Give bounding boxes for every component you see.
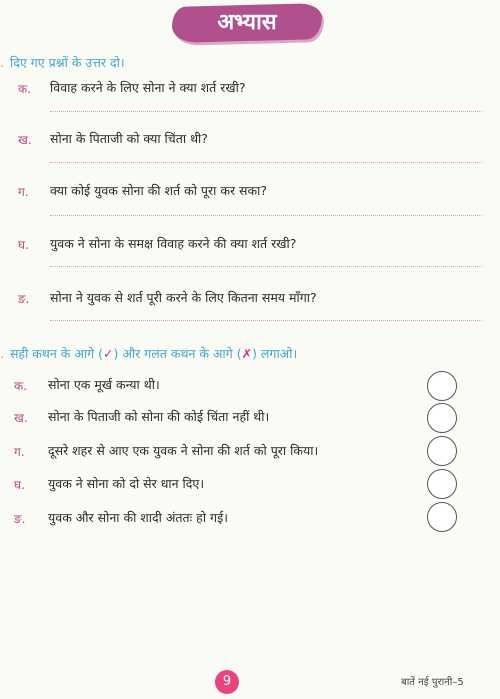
statement-text: सोना एक मूर्ख कन्या थी। bbox=[48, 377, 160, 392]
section2-instruction-mid: ) और गलत कथन के आगे ( bbox=[113, 346, 242, 361]
question-text: सोना के पिताजी को क्या चिंता थी? bbox=[50, 131, 208, 146]
answer-line[interactable] bbox=[50, 266, 482, 267]
statement-letter: क. bbox=[14, 379, 28, 393]
question-text: विवाह करने के लिए सोना ने क्या शर्त रखी? bbox=[50, 80, 246, 95]
tick-icon: ✓ bbox=[103, 346, 114, 361]
page-title: अभ्यास bbox=[217, 10, 277, 35]
section2-heading bbox=[0, 345, 297, 362]
cross-icon: ✗ bbox=[241, 346, 253, 361]
answer-circle[interactable] bbox=[427, 436, 457, 466]
book-title: बातें नई पुरानी–5 bbox=[401, 677, 464, 688]
answer-line[interactable] bbox=[50, 320, 482, 321]
question-letter: ग. bbox=[18, 185, 29, 199]
question-letter: ङ. bbox=[18, 292, 30, 306]
answer-circle[interactable] bbox=[427, 502, 457, 532]
question-letter: ख. bbox=[18, 133, 32, 147]
answer-circle[interactable] bbox=[427, 371, 457, 401]
section1-instruction: दिए गए प्रश्नों के उत्तर दो। bbox=[9, 55, 125, 70]
answer-circle[interactable] bbox=[427, 403, 457, 433]
statement-text: युवक ने सोना को दो सेर धान दिए। bbox=[48, 476, 205, 491]
answer-circle[interactable] bbox=[427, 469, 457, 499]
question-text: युवक ने सोना के समक्ष विवाह करने की क्या शर्त रखी? bbox=[50, 236, 297, 251]
statement-text: सोना के पिताजी को सोना की कोई चिंता नहीं थी। bbox=[48, 409, 270, 424]
question-text: सोना ने युवक से शर्त पूरी करने के लिए कितना समय माँगा? bbox=[50, 290, 317, 305]
section2-marker: . bbox=[0, 346, 4, 361]
section1-heading bbox=[0, 54, 125, 71]
statement-letter: ग. bbox=[14, 445, 25, 459]
answer-line[interactable] bbox=[50, 215, 482, 216]
answer-line[interactable] bbox=[50, 111, 482, 112]
statement-text: दूसरे शहर से आए एक युवक ने सोना की शर्त को पूरा किया। bbox=[48, 443, 319, 458]
answer-line[interactable] bbox=[50, 162, 482, 163]
question-letter: क. bbox=[18, 82, 32, 96]
question-text: क्या कोई युवक सोना की शर्त को पूरा कर सका? bbox=[50, 183, 267, 198]
statement-letter: ङ. bbox=[14, 512, 26, 526]
statement-letter: ख. bbox=[14, 411, 28, 425]
question-letter: घ. bbox=[18, 238, 29, 252]
page-number: 9 bbox=[215, 670, 239, 694]
statement-text: युवक और सोना की शादी अंततः हो गई। bbox=[48, 510, 228, 525]
section2-instruction-post: ) लगाओ। bbox=[252, 346, 298, 361]
statement-letter: घ. bbox=[14, 478, 25, 492]
section1-marker: . bbox=[0, 55, 4, 70]
section2-instruction-pre: सही कथन के आगे ( bbox=[9, 346, 104, 361]
